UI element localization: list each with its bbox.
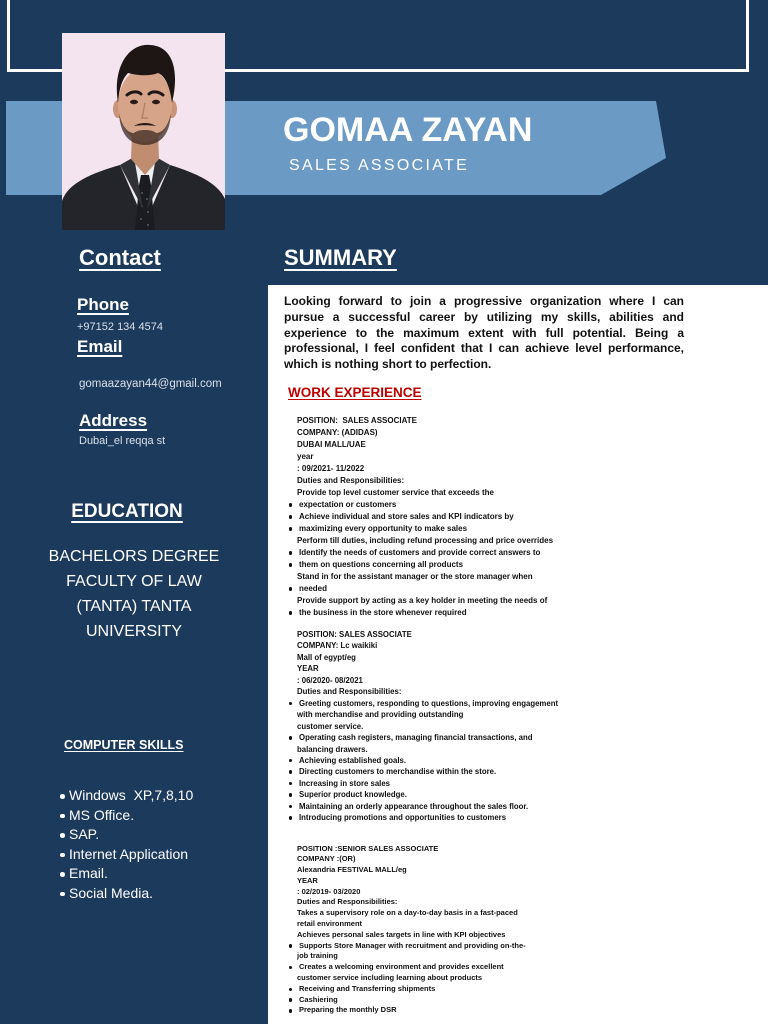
duty-text: Operating cash registers, managing financial transactions, and — [299, 733, 533, 743]
skill-item — [59, 845, 193, 865]
duty-text: with merchandise and providing outstanding — [297, 710, 464, 720]
duty-item — [297, 941, 526, 952]
bullet-icon — [60, 853, 65, 858]
summary-line: which is nothing short to perfection. — [284, 357, 492, 371]
job-duties-label: Duties and Responsibilities: — [297, 476, 405, 485]
duty-text: balancing drawers. — [297, 744, 368, 754]
duty-item — [297, 778, 558, 789]
summary-line: experience to the maximum extent with full potential. Being a — [284, 325, 684, 340]
job-entry — [297, 415, 553, 619]
skill-text: MS Office. — [69, 806, 135, 823]
job-year-label: YEAR — [297, 664, 319, 674]
job-dates: : 06/2020- 08/2021 — [297, 675, 363, 685]
skill-text: Windows XP,7,8,10 — [69, 787, 194, 803]
job-company: COMPANY: (ADIDAS) — [297, 428, 378, 437]
profile-photo-image — [62, 33, 225, 230]
duty-item — [297, 908, 526, 919]
duty-text: Takes a supervisory role on a day-to-day basis in a fast-paced — [297, 908, 518, 918]
job-position: POSITION :SENIOR SALES ASSOCIATE — [297, 843, 439, 853]
duty-text: Introducing promotions and opportunities to customers — [299, 813, 507, 823]
job-dates: : 09/2021- 11/2022 — [297, 464, 365, 473]
duty-text: Achieves personal sales targets in line with KPI objectives — [297, 929, 506, 939]
duty-item — [297, 789, 558, 800]
duty-text: Maintaining an orderly appearance throughout the sales floor. — [299, 801, 529, 811]
job-entry — [297, 629, 558, 824]
job-position: POSITION: SALES ASSOCIATE — [297, 416, 418, 425]
duty-text: Directing customers to merchandise within the store. — [299, 767, 497, 777]
summary-line: pursue a successful career by utilizing my skills, abilities and — [284, 309, 684, 324]
duty-text: Cashiering — [299, 994, 338, 1004]
bullet-icon — [289, 736, 292, 739]
tie-dot — [141, 192, 143, 194]
summary-heading: SUMMARY — [284, 245, 397, 270]
duty-item — [297, 487, 553, 499]
duty-text: customer service. — [297, 721, 364, 731]
duty-text: the business in the store whenever required — [299, 608, 467, 617]
address-label: Address — [79, 411, 148, 430]
duty-text: retail environment — [297, 919, 363, 929]
duty-item — [297, 595, 553, 607]
duty-text: Stand in for the assistant manager or the store manager when — [297, 572, 533, 581]
duty-item — [297, 709, 558, 720]
skill-item — [59, 786, 193, 806]
duty-item — [297, 995, 526, 1006]
job-company: COMPANY: Lc waikiki — [297, 641, 378, 651]
duty-item — [297, 499, 553, 511]
duty-item — [297, 962, 526, 973]
duty-text: Greeting customers, responding to questions, improving engagement — [299, 698, 559, 708]
summary-text — [284, 294, 684, 373]
duty-item — [297, 951, 526, 962]
bullet-icon — [60, 892, 65, 897]
duty-text: job training — [297, 951, 338, 961]
skill-item — [59, 864, 193, 884]
duty-text: Creates a welcoming environment and provides excellent — [299, 962, 504, 972]
job-location: Mall of egypt/eg — [297, 652, 356, 662]
job-duties-label: Duties and Responsibilities: — [297, 897, 398, 907]
tie-dot — [146, 198, 148, 200]
address-value: Dubai_el reqqa st — [79, 435, 166, 447]
duty-text: expectation or customers — [299, 500, 397, 509]
duty-text: maximizing every opportunity to make sales — [299, 524, 468, 533]
education-line: BACHELORS DEGREE — [48, 548, 220, 565]
job-company: COMPANY :(OR) — [297, 854, 356, 864]
bullet-icon — [60, 814, 65, 819]
duty-text: Superior product knowledge. — [299, 790, 407, 800]
left-eye — [130, 100, 138, 104]
education-heading: EDUCATION — [71, 501, 183, 522]
job-position: POSITION: SALES ASSOCIATE — [297, 630, 412, 639]
bullet-icon — [289, 1009, 292, 1012]
duty-item — [297, 930, 526, 941]
duty-text: Provide support by acting as a key holder in meeting the needs of — [297, 596, 548, 605]
duty-item — [297, 744, 558, 755]
education-details — [0, 544, 268, 644]
duty-item — [297, 766, 558, 777]
computer-skills-heading: COMPUTER SKILLS — [64, 738, 184, 752]
job-location: Alexandria FESTIVAL MALL/eg — [297, 865, 407, 875]
duty-text: customer service including learning about products — [297, 973, 483, 983]
phone-value: +97152 134 4574 — [77, 321, 163, 333]
skill-text: Email. — [69, 865, 108, 881]
summary-line: Looking forward to join a progressive organization where I can — [284, 294, 684, 308]
tie-dot — [147, 224, 149, 226]
duty-text: Identify the needs of customers and provide correct answers to — [299, 548, 541, 557]
skill-text: Social Media. — [69, 884, 154, 901]
job-duties-label: Duties and Responsibilities: — [297, 687, 402, 697]
tie-dot — [140, 218, 142, 220]
profile-photo — [62, 33, 225, 230]
skill-item — [59, 884, 193, 904]
duty-item — [297, 698, 558, 709]
skill-item — [59, 825, 193, 845]
bullet-icon — [60, 794, 65, 799]
duty-item — [297, 919, 526, 930]
education-line: UNIVERSITY — [85, 623, 182, 640]
job-entry — [297, 844, 526, 1017]
duty-item — [297, 523, 553, 535]
duty-item — [297, 559, 553, 571]
email-label: Email — [77, 337, 123, 356]
bullet-icon — [60, 872, 65, 877]
duty-item — [297, 755, 558, 766]
duty-item — [297, 721, 558, 732]
tie-dot — [147, 211, 149, 213]
duty-text: Provide top level customer service that exceeds the — [297, 488, 494, 497]
duty-text: Perform till duties, including refund processing and price overrides — [297, 536, 554, 545]
job-year-label: year — [297, 452, 314, 461]
skill-item — [59, 806, 193, 826]
phone-label: Phone — [77, 295, 129, 314]
work-experience-heading: WORK EXPERIENCE — [288, 385, 422, 400]
right-eye — [152, 100, 160, 104]
duty-item — [297, 812, 558, 823]
duty-item — [297, 583, 553, 595]
duty-item — [297, 607, 553, 619]
email-value: gomaazayan44@gmail.com — [79, 378, 222, 390]
duty-item — [297, 801, 558, 812]
skill-text: SAP. — [69, 826, 100, 842]
job-location: DUBAI MALL/UAE — [297, 440, 366, 449]
job-title: SALES ASSOCIATE — [289, 157, 470, 174]
candidate-name: GOMAA ZAYAN — [283, 111, 533, 149]
job-year-label: YEAR — [297, 875, 318, 885]
duty-item — [297, 732, 558, 743]
duty-item — [297, 535, 553, 547]
duty-item — [297, 571, 553, 583]
duty-text: them on questions concerning all products — [299, 560, 464, 569]
bullet-icon — [60, 833, 65, 838]
summary-line: professional, I feel confident that I can achieve level performance, — [284, 341, 684, 356]
duty-item — [297, 1005, 526, 1016]
duty-text: Preparing the monthly DSR — [299, 1005, 397, 1015]
duty-item — [297, 973, 526, 984]
duty-item — [297, 984, 526, 995]
computer-skills-list — [59, 786, 193, 903]
duty-text: Supports Store Manager with recruitment and providing on-the- — [299, 940, 526, 950]
duty-text: Achieve individual and store sales and KPI indicators by — [299, 512, 514, 521]
duty-text: Increasing in store sales — [299, 778, 391, 788]
skill-text: Internet Application — [69, 845, 189, 862]
duty-text: Receiving and Transferring shipments — [299, 983, 436, 993]
duty-item — [297, 547, 553, 559]
contact-heading: Contact — [79, 245, 161, 270]
education-line: (TANTA) TANTA — [76, 598, 192, 615]
education-line: FACULTY OF LAW — [66, 573, 202, 590]
duty-item — [297, 511, 553, 523]
duty-text: needed — [299, 584, 328, 593]
duty-text: Achieving established goals. — [299, 755, 407, 765]
job-dates: : 02/2019- 03/2020 — [297, 886, 361, 896]
